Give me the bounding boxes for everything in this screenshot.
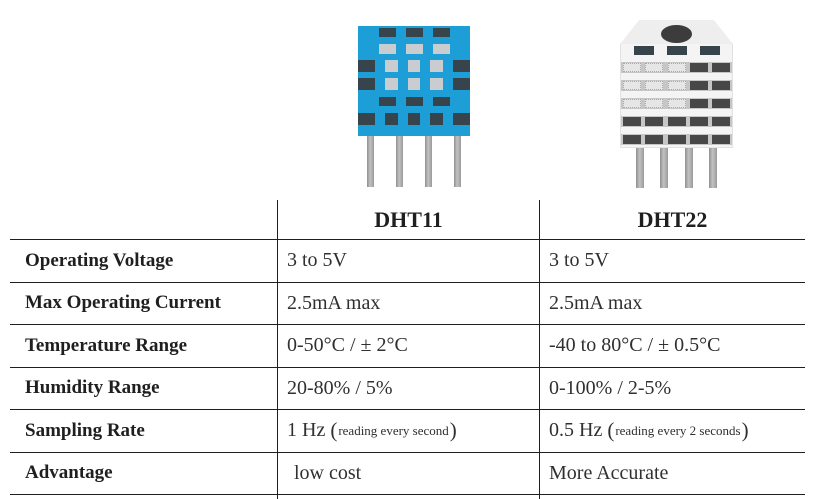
table-header-blank bbox=[10, 200, 277, 240]
dht22-vent-row bbox=[621, 134, 732, 145]
sampling-rate-note: reading every 2 seconds bbox=[615, 422, 741, 438]
sensor-pin bbox=[454, 136, 461, 187]
table-header-dht11: DHT11 bbox=[277, 200, 539, 240]
dht22-vent-row bbox=[621, 80, 732, 91]
cell-dht22-humidity-range: 0-100% / 2-5% bbox=[539, 368, 805, 411]
cell-dht11-temperature-range: 0-50°C / ± 2°C bbox=[277, 325, 539, 368]
dht11-body bbox=[358, 26, 470, 136]
dht22-pins bbox=[620, 148, 733, 188]
dht22-body bbox=[620, 44, 733, 148]
row-label-max-operating-current: Max Operating Current bbox=[10, 283, 277, 326]
cell-dht11-sampling-rate bbox=[277, 410, 539, 453]
sensor-pin bbox=[709, 148, 717, 188]
cell-dht11-max-current: 2.5mA max bbox=[277, 283, 539, 326]
sensor-pin bbox=[396, 136, 403, 187]
paren: ) bbox=[449, 418, 457, 443]
row-label-temperature-range: Temperature Range bbox=[10, 325, 277, 368]
dht11-vent-row bbox=[358, 113, 470, 125]
paren: ( bbox=[607, 418, 615, 443]
dht22-sensor-image bbox=[620, 20, 733, 188]
dht11-vent-row bbox=[358, 97, 470, 106]
dht11-vent-row bbox=[358, 44, 470, 54]
dht11-sensor-image bbox=[358, 26, 470, 187]
dht22-vent-row bbox=[621, 98, 732, 109]
sensor-pin bbox=[660, 148, 668, 188]
cell-dht22-sampling-rate bbox=[539, 410, 805, 453]
dht22-cap bbox=[620, 20, 733, 44]
sampling-rate-note: reading every second bbox=[338, 422, 449, 438]
sampling-rate-value: 1 Hz bbox=[287, 419, 326, 442]
cell-dht22-operating-voltage: 3 to 5V bbox=[539, 240, 805, 283]
sensor-pin bbox=[425, 136, 432, 187]
table-stub bbox=[10, 495, 277, 499]
sensor-pin bbox=[367, 136, 374, 187]
paren: ) bbox=[741, 418, 749, 443]
sensor-pin bbox=[685, 148, 693, 188]
dht11-vent-row bbox=[358, 28, 470, 37]
cell-dht11-humidity-range: 20-80% / 5% bbox=[277, 368, 539, 411]
cell-dht11-operating-voltage: 3 to 5V bbox=[277, 240, 539, 283]
table-header-dht22: DHT22 bbox=[539, 200, 805, 240]
dht22-vent-row bbox=[621, 46, 732, 55]
row-label-humidity-range: Humidity Range bbox=[10, 368, 277, 411]
cell-dht22-temperature-range: -40 to 80°C / ± 0.5°C bbox=[539, 325, 805, 368]
dht11-vent-row bbox=[358, 60, 470, 72]
dht22-vent-row bbox=[621, 116, 732, 127]
dht11-vent-row bbox=[358, 78, 470, 90]
cell-dht22-advantage: More Accurate bbox=[539, 453, 805, 496]
row-label-advantage: Advantage bbox=[10, 453, 277, 496]
paren: ( bbox=[330, 418, 338, 443]
row-label-sampling-rate: Sampling Rate bbox=[10, 410, 277, 453]
comparison-table bbox=[10, 200, 805, 499]
table-stub bbox=[539, 495, 805, 499]
sensor-images-area bbox=[0, 0, 816, 200]
table-stub bbox=[277, 495, 539, 499]
dht22-vent-row bbox=[621, 62, 732, 73]
sensor-pin bbox=[636, 148, 644, 188]
dht11-pins bbox=[358, 136, 470, 187]
sampling-rate-value: 0.5 Hz bbox=[549, 419, 603, 442]
cell-dht11-advantage: low cost bbox=[277, 453, 539, 496]
row-label-operating-voltage: Operating Voltage bbox=[10, 240, 277, 283]
dht22-mounting-hole bbox=[661, 25, 692, 43]
cell-dht22-max-current: 2.5mA max bbox=[539, 283, 805, 326]
